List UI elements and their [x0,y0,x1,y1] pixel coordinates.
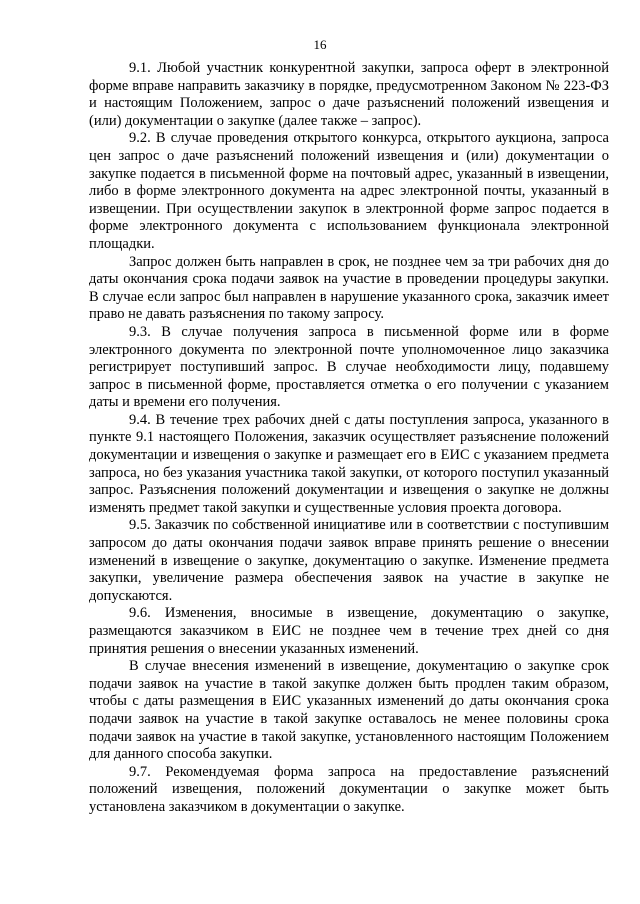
paragraph-9-1: 9.1. Любой участник конкурентной закупки, запроса оферт в электронной форме вправе направить заказчику в порядке, предусмотренном Законом № 223-ФЗ и настоящим Положением, запрос о даче разъяснений положений извещения и (или) документации о закупке (далее также – запрос). [89,60,609,129]
paragraph-9-6-extension: В случае внесения изменений в извещение, документацию о закупке срок подачи заявок на участие в такой закупке должен быть продлен таким образом, чтобы с даты размещения в ЕИС указанных изменений до даты окончания срока подачи заявок на участие в такой закупке оставалось не менее половины срока подачи заявок на участие в такой закупке, установленного настоящим Положением для данного способа закупки. [89,658,609,763]
paragraph-9-3: 9.3. В случае получения запроса в письменной форме или в форме электронного документа по электронной почте уполномоченное лицо заказчика регистрирует поступивший запрос. В случае необходимости лицу, подавшему запрос в письменной форме, проставляется отметка о его получении с указанием даты и времени его получения. [89,323,609,411]
paragraph-9-6: 9.6. Изменения, вносимые в извещение, документацию о закупке, размещаются заказчиком в ЕИС не позднее чем в течение трех дней со дня принятия решения о внесении указанных изменений. [89,605,609,657]
paragraph-9-4: 9.4. В течение трех рабочих дней с даты поступления запроса, указанного в пункте 9.1 настоящего Положения, заказчик осуществляет разъяснение положений документации и извещения о закупке и размещает его в ЕИС с указанием предмета запроса, но без указания участника такой закупки, от которого поступил указанный запрос. Разъяснения положений документации и извещения о закупке не должны изменять предмет такой закупки и существенные условия проекта договора. [89,411,609,516]
page-number: 16 [313,37,327,52]
paragraph-9-7: 9.7. Рекомендуемая форма запроса на предоставление разъяснений положений извещения, положений документации о закупке может быть установлена заказчиком в документации о закупке. [89,763,609,815]
paragraph-9-5: 9.5. Заказчик по собственной инициативе или в соответствии с поступившим запросом до даты окончания подачи заявок вправе принять решение о внесении изменений в извещение о закупке, документацию о закупке. Изменение предмета закупки, увеличение размера обеспечения заявок на участие в закупке не допускаются. [89,517,609,604]
paragraph-9-2: 9.2. В случае проведения открытого конкурса, открытого аукциона, запроса цен запрос о даче разъяснений положений извещения и (или) документации о закупке подается в письменной форме на почтовый адрес, указанный в извещении, либо в форме электронного документа на адрес электронной почты, указанный в извещении. При осуществлении закупок в электронной форме запрос подается в форме электронного документа с использованием функционала электронной площадки. [89,130,609,252]
paragraph-9-2-deadline: Запрос должен быть направлен в срок, не позднее чем за три рабочих дня до даты окончания срока подачи заявок на участие в проведении процедуры закупки. В случае если запрос был направлен в нарушение указанного срока, заказчик имеет право не давать разъяснения по такому запросу. [89,253,609,323]
document-body [89,60,609,817]
